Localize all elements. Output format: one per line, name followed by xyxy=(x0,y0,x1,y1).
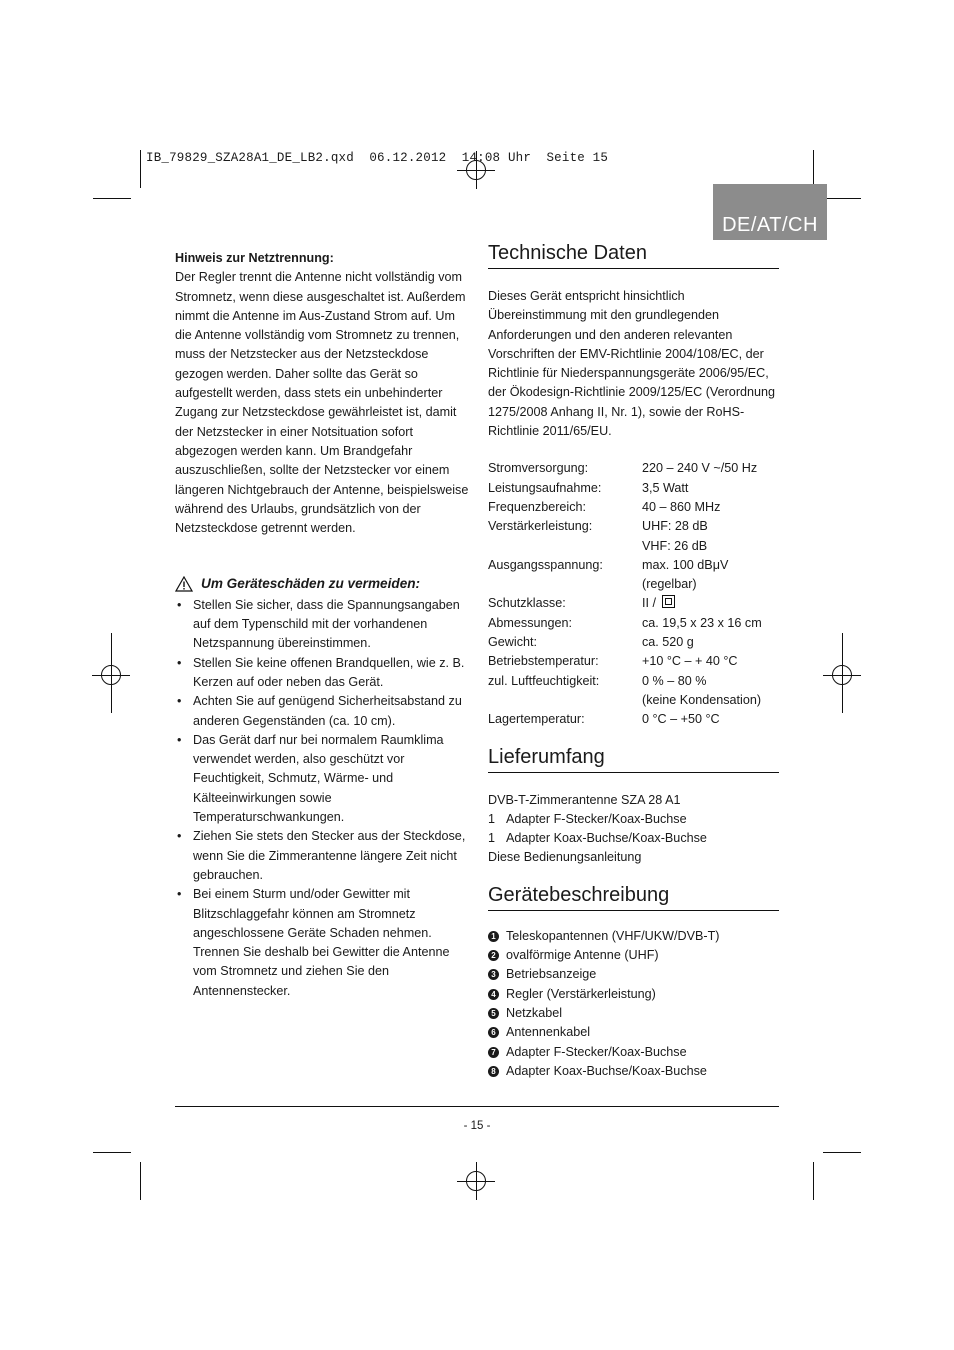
print-slug: IB_79829_SZA28A1_DE_LB2.qxd 06.12.2012 14:08 Uhr Seite 15 xyxy=(146,151,609,165)
language-tab: DE/AT/CH xyxy=(713,184,827,240)
hinweis-title: Hinweis zur Netztrennung: xyxy=(175,251,334,265)
table-row: Lagertemperatur: 0 °C – +50 °C xyxy=(488,712,720,727)
list-item: • Ziehen Sie stets den Stecker aus der Steckdose, wenn Sie die Zimmerantenne längere Zeit nicht gebrauchen. xyxy=(175,827,475,885)
number-badge-icon: 6 xyxy=(488,1027,499,1038)
list-item: • Das Gerät darf nur bei normalem Raumklima verwendet werden, also geschützt vor Feuchtigkeit, Schmutz, Wärme- und Kälteeinwirkungen sowie Temperaturschwankungen. xyxy=(175,731,475,827)
list-item: 1 Teleskopantennen (VHF/UKW/DVB-T) xyxy=(488,927,779,946)
number-badge-icon: 2 xyxy=(488,950,499,961)
table-row: (regelbar) xyxy=(642,577,697,592)
table-row: (keine Kondensation) xyxy=(642,692,762,707)
delivery-list xyxy=(488,791,779,868)
number-badge-icon: 3 xyxy=(488,969,499,980)
protection-class-ii-icon xyxy=(662,595,675,608)
parts-list xyxy=(488,927,779,1081)
page-number: - 15 - xyxy=(463,1120,491,1132)
registration-mark-left xyxy=(92,656,130,694)
number-badge-icon: 1 xyxy=(488,931,499,942)
geraetebeschreibung-title: Gerätebeschreibung xyxy=(488,882,779,911)
number-badge-icon: 7 xyxy=(488,1047,499,1058)
number-badge-icon: 5 xyxy=(488,1008,499,1019)
list-item: • Stellen Sie sicher, dass die Spannungsangaben auf dem Typenschild mit der vorhandenen Netzspannung übereinstimmen. xyxy=(175,596,475,654)
technische-daten-title: Technische Daten xyxy=(488,240,779,269)
warning-triangle-icon xyxy=(175,576,193,592)
list-item: 1 Adapter F-Stecker/Koax-Buchse xyxy=(488,811,687,826)
lieferumfang-title: Lieferumfang xyxy=(488,744,779,773)
number-badge-icon: 8 xyxy=(488,1066,499,1077)
list-item: • Bei einem Sturm und/oder Gewitter mit Blitzschlaggefahr können am Stromnetz angeschlossene Geräte Schaden nehmen. Trennen Sie deshalb bei Gewitter die Antenne vom Stromnetz und ziehen Sie den Antennenstecker. xyxy=(175,885,475,1001)
list-item: DVB-T-Zimmerantenne SZA 28 A1 xyxy=(488,792,681,807)
footer-rule xyxy=(175,1106,779,1107)
list-item: • Achten Sie auf genügend Sicherheitsabstand zu anderen Gegenständen (ca. 10 cm). xyxy=(175,692,475,731)
list-item: Diese Bedienungsanleitung xyxy=(488,850,642,865)
list-item: 3 Betriebsanzeige xyxy=(488,965,779,984)
warning-title: Um Geräteschäden zu vermeiden: xyxy=(201,576,421,592)
table-row: Schutzklasse: II / xyxy=(488,594,779,613)
list-item: 6 Antennenkabel xyxy=(488,1023,779,1042)
list-item: 4 Regler (Verstärkerleistung) xyxy=(488,985,779,1004)
number-badge-icon: 4 xyxy=(488,989,499,1000)
spec-table xyxy=(488,459,779,729)
table-row: Gewicht: ca. 520 g xyxy=(488,635,694,650)
table-row: Leistungsaufnahme: 3,5 Watt xyxy=(488,480,689,495)
table-row: Frequenzbereich: 40 – 860 MHz xyxy=(488,499,721,514)
list-item: 1 Adapter Koax-Buchse/Koax-Buchse xyxy=(488,831,707,846)
table-row: VHF: 26 dB xyxy=(642,538,708,553)
table-row: Betriebstemperatur: +10 °C – + 40 °C xyxy=(488,654,738,669)
warning-heading xyxy=(175,574,475,593)
right-column xyxy=(488,240,779,1081)
registration-mark-bottom xyxy=(457,1162,495,1200)
warning-list xyxy=(175,596,475,1001)
list-item: • Stellen Sie keine offenen Brandquellen, wie z. B. Kerzen auf oder neben das Gerät. xyxy=(175,654,475,693)
list-item: 5 Netzkabel xyxy=(488,1004,779,1023)
table-row: Stromversorgung: 220 – 240 V ~/50 Hz xyxy=(488,461,758,476)
hinweis-text: Der Regler trennt die Antenne nicht vollständig vom Stromnetz, wenn diese ausgeschaltet ist. Außerdem nimmt die Antenne im Aus-Zustand Strom auf. Um die Antenne vollständig vom Stromnetz zu trennen, muss der Netzstecker aus der Netzsteckdose gezogen werden. Daher sollte das Gerät so aufgestellt werden, dass stets ein unbehinderter Zugang zur Netzsteckdose gewährleistet ist, damit der Netzstecker in einer Notsituation sofort abgezogen werden kann. Um Brandgefahr auszuschließen, sollte der Netzstecker vor einem längeren Nichtgebrauch der Antenne, beispielsweise während des Urlaubs, grundsätzlich von der Netzsteckdose getrennt werden. xyxy=(175,270,469,536)
table-row: Abmessungen: ca. 19,5 x 23 x 16 cm xyxy=(488,615,762,630)
list-item: 2 ovalförmige Antenne (UHF) xyxy=(488,946,779,965)
left-column xyxy=(175,249,475,1001)
table-row: Verstärkerleistung: UHF: 28 dB xyxy=(488,519,708,534)
table-row: zul. Luftfeuchtigkeit: 0 % – 80 % xyxy=(488,673,707,688)
list-item: 8 Adapter Koax-Buchse/Koax-Buchse xyxy=(488,1062,779,1081)
list-item: 7 Adapter F-Stecker/Koax-Buchse xyxy=(488,1043,779,1062)
registration-mark-right xyxy=(823,656,861,694)
table-row: Ausgangsspannung: max. 100 dBμV xyxy=(488,557,729,572)
technische-daten-intro: Dieses Gerät entspricht hinsichtlich Übereinstimmung mit den grundlegenden Anforderungen und den anderen relevanten Vorschriften der EMV-Richtlinie 2004/108/EC, der Richtlinie für Niederspannungsgeräte 2006/95/EC, der Ökodesign-Richtlinie 2009/125/EC (Verordnung 1275/2008 Anhang II, Nr. 1), sowie der RoHS-Richtlinie 2011/65/EU. xyxy=(488,289,776,439)
